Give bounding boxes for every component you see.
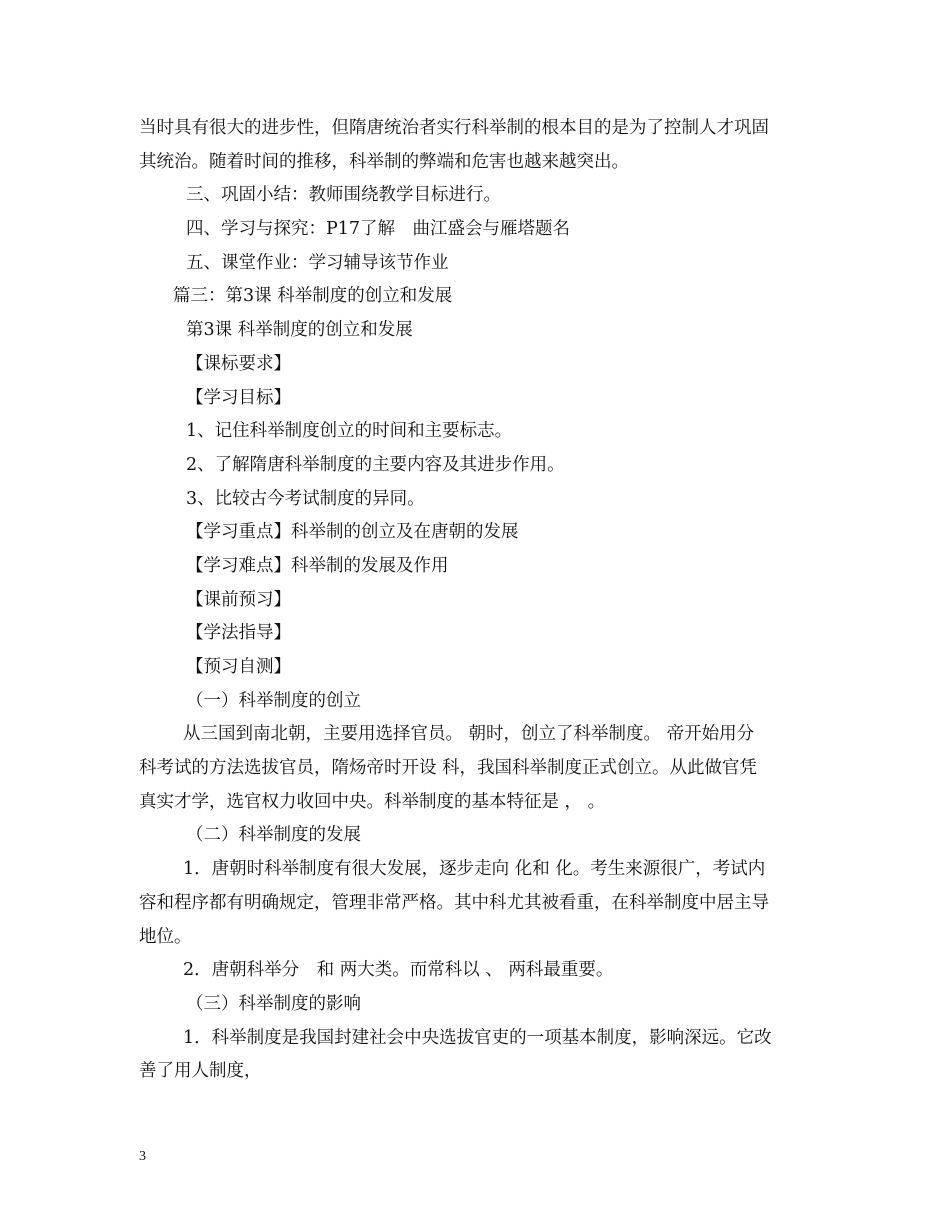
text-line: 科考试的方法选拔官员，隋炀帝时开设 科，我国科举制度正式创立。从此做官凭 <box>139 758 758 779</box>
text-line: 【学法指导】 <box>186 623 291 644</box>
page-number: 3 <box>139 1149 146 1164</box>
text-line: （三）科举制度的影响 <box>186 993 361 1014</box>
text-line: 【学习难点】科举制的发展及作用 <box>186 555 449 576</box>
text-line: 【学习目标】 <box>186 387 291 408</box>
text-line: 善了用人制度， <box>139 1061 262 1082</box>
text-line: 1．唐朝时科举制度有很大发展，逐步走向 化和 化。考生来源很广，考试内 <box>183 859 766 880</box>
text-line: 2．唐朝科举分 和 两大类。而常科以 、 两科最重要。 <box>183 960 614 981</box>
text-line: 四、学习与探究：P17了解 曲江盛会与雁塔题名 <box>186 219 571 240</box>
text-line: 【预习自测】 <box>186 657 291 677</box>
text-line: 其统治。随着时间的推移，科举制的弊端和危害也越来越突出。 <box>139 151 629 172</box>
document-body <box>139 112 813 1089</box>
text-line: 从三国到南北朝，主要用选择官员。 朝时，创立了科举制度。 帝开始用分 <box>183 724 755 745</box>
text-line: 1、记住科举制度创立的时间和主要标志。 <box>186 421 513 442</box>
section-heading: 篇三：第3课 科举制度的创立和发展 <box>173 286 453 307</box>
text-line: 当时具有很大的进步性，但隋唐统治者实行科举制的根本目的是为了控制人才巩固 <box>139 118 769 138</box>
text-line: 地位。 <box>139 926 192 947</box>
text-line: 【课标要求】 <box>186 353 291 374</box>
text-line: 3、比较古今考试制度的异同。 <box>186 488 425 509</box>
text-line: 1．科举制度是我国封建社会中央选拔官吏的一项基本制度，影响深远。它改 <box>183 1027 772 1048</box>
lesson-title: 第3课 科举制度的创立和发展 <box>186 320 413 341</box>
text-line: （二）科举制度的发展 <box>186 825 361 846</box>
text-line: 五、课堂作业：学习辅导该节作业 <box>186 252 449 273</box>
text-line: （一）科举制度的创立 <box>186 690 361 711</box>
text-line: 【学习重点】科举制的创立及在唐朝的发展 <box>186 522 519 543</box>
text-line: 【课前预习】 <box>186 589 291 610</box>
text-line: 真实才学，选官权力收回中央。科举制度的基本特征是 ， 。 <box>139 791 606 812</box>
text-line: 2、了解隋唐科举制度的主要内容及其进步作用。 <box>186 454 565 475</box>
text-line: 三、巩固小结：教师围绕教学目标进行。 <box>186 185 501 206</box>
text-line: 容和程序都有明确规定，管理非常严格。其中科尤其被看重，在科举制度中居主导 <box>139 892 769 913</box>
